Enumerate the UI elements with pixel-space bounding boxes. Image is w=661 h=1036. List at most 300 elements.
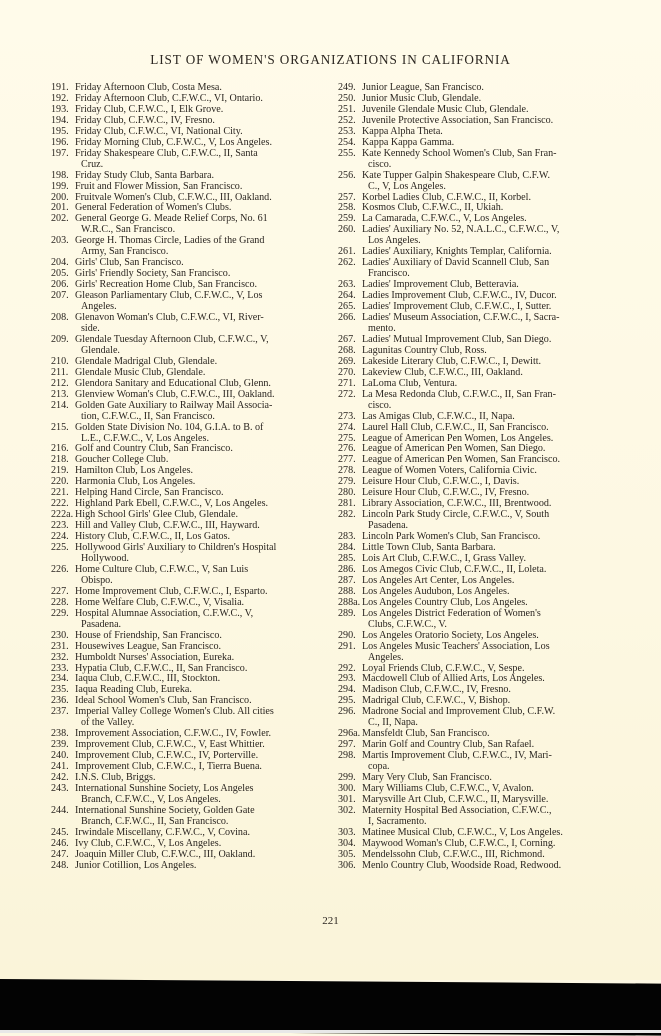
entry-name: Glendale Madrigal Club, Glendale. bbox=[75, 355, 218, 367]
entry-text bbox=[75, 182, 327, 193]
entry-name: Gleason Parliamentary Club, C.F.W.C., V, Los bbox=[75, 290, 263, 302]
entry-number: 291. bbox=[338, 640, 356, 652]
entry-name: General Federation of Women's Clubs. bbox=[75, 202, 232, 214]
list-entry bbox=[51, 861, 327, 872]
entry-number: 264. bbox=[338, 290, 356, 302]
entry-name: Madrigal Club, C.F.W.C., V, Bishop. bbox=[362, 695, 511, 707]
entry-name: Friday Club, C.F.W.C., I, Elk Grove. bbox=[75, 103, 224, 115]
entry-number: 206. bbox=[51, 279, 69, 291]
entry-name: Lakeside Literary Club, C.F.W.C., I, Dewitt. bbox=[362, 355, 542, 367]
entry-number: 226. bbox=[51, 563, 69, 575]
entry-number: 221. bbox=[51, 487, 69, 499]
entry-number: 202. bbox=[51, 213, 69, 225]
entry-number: 270. bbox=[338, 366, 356, 378]
entry-number: 259. bbox=[338, 213, 356, 225]
entry-number: 240. bbox=[51, 750, 69, 762]
entry-number: 234. bbox=[51, 673, 69, 685]
entry-number: 279. bbox=[338, 476, 356, 488]
entry-number: 305. bbox=[338, 848, 356, 860]
entry-name: Friday Study Club, Santa Barbara. bbox=[75, 169, 215, 181]
entry-name: Home Improvement Club, C.F.W.C., I, Esparto. bbox=[75, 585, 268, 597]
entry-name: Home Welfare Club, C.F.W.C., V, Visalia. bbox=[75, 596, 245, 608]
entry-name: LaLoma Club, Ventura. bbox=[362, 377, 458, 389]
entry-name: Mansfeldt Club, San Francisco. bbox=[362, 728, 490, 740]
entry-number: 205. bbox=[51, 268, 69, 280]
entry-name: League of Women Voters, California Civic. bbox=[362, 465, 537, 477]
entry-continuation: side. bbox=[81, 322, 100, 334]
entry-continuation: Glendale. bbox=[81, 344, 120, 356]
entry-number: 299. bbox=[338, 772, 356, 784]
entry-name: Ladies' Auxiliary No. 52, N.A.L.C., C.F.W.C., V, bbox=[362, 224, 560, 236]
entry-name: Ladies' Mutual Improvement Club, San Diego. bbox=[362, 333, 552, 345]
entry-text bbox=[75, 631, 327, 642]
entry-text bbox=[75, 653, 327, 664]
entry-name: Mary Williams Club, C.F.W.C., V, Avalon. bbox=[362, 783, 534, 794]
entry-text bbox=[75, 171, 327, 182]
entry-number: 250. bbox=[338, 92, 356, 104]
entry-text bbox=[362, 861, 614, 872]
entry-name: General George G. Meade Relief Corps, No. 61 bbox=[75, 213, 268, 225]
entry-continuation: Obispo. bbox=[81, 574, 113, 586]
entry-name: Lincoln Park Study Circle, C.F.W.C., V, South bbox=[362, 509, 550, 521]
entry-continuation: Los Angeles. bbox=[368, 235, 421, 247]
entry-name: Ladies' Improvement Club, Betteravia. bbox=[362, 279, 519, 291]
entry-number: 253. bbox=[338, 125, 356, 137]
entry-number: 198. bbox=[51, 169, 69, 181]
entry-number: 257. bbox=[338, 191, 356, 203]
entry-name: Friday Afternoon Club, C.F.W.C., VI, Ontario. bbox=[75, 92, 263, 104]
entry-number: 199. bbox=[51, 180, 69, 192]
entry-number: 214. bbox=[51, 399, 69, 411]
entry-continuation: tion, C.F.W.C., II, San Francisco. bbox=[81, 410, 215, 422]
entry-name: Ladies' Museum Association, C.F.W.C., I, Sacra- bbox=[362, 312, 560, 324]
entry-number: 247. bbox=[51, 848, 69, 860]
entry-name: International Sunshine Society, Golden Gate bbox=[75, 804, 255, 816]
list-entry bbox=[338, 642, 614, 653]
entry-name: Friday Shakespeare Club, C.F.W.C., II, Santa bbox=[75, 147, 258, 159]
entry-number: 237. bbox=[51, 706, 69, 718]
entry-name: Juvenile Protective Association, San Francisco. bbox=[362, 114, 554, 126]
entry-number: 252. bbox=[338, 114, 356, 126]
entry-number: 196. bbox=[51, 136, 69, 148]
entry-number: 296a. bbox=[338, 728, 361, 740]
entry-number: 193. bbox=[51, 103, 69, 115]
entry-name: Kate Kennedy School Women's Club, San Fran- bbox=[362, 147, 557, 159]
entry-name: Menlo Country Club, Woodside Road, Redwood. bbox=[362, 859, 562, 871]
entry-number: 200. bbox=[51, 191, 69, 203]
left-column bbox=[51, 83, 327, 872]
entry-name: Girls' Recreation Home Club, San Francisco. bbox=[75, 279, 258, 291]
entry-name: Los Angeles Oratorio Society, Los Angeles. bbox=[362, 629, 539, 641]
entry-text bbox=[362, 412, 614, 423]
entry-name: League of American Pen Women, Los Angeles. bbox=[362, 432, 554, 444]
entry-number: 233. bbox=[51, 662, 69, 674]
list-entry bbox=[338, 390, 614, 401]
list-entry bbox=[338, 631, 614, 642]
entry-text bbox=[75, 401, 327, 412]
entry-name: Ladies' Improvement Club, C.F.W.C., I, Sutter. bbox=[362, 301, 552, 313]
entry-number: 197. bbox=[51, 147, 69, 159]
entry-number: 229. bbox=[51, 607, 69, 619]
list-entry bbox=[51, 653, 327, 664]
list-entry bbox=[51, 182, 327, 193]
entry-continuation: Branch, C.F.W.C., II, San Francisco. bbox=[81, 815, 229, 827]
entry-number: 213. bbox=[51, 388, 69, 400]
entry-number: 293. bbox=[338, 673, 356, 685]
entry-name: I.N.S. Club, Briggs. bbox=[75, 772, 156, 784]
entry-number: 210. bbox=[51, 355, 69, 367]
entry-number: 276. bbox=[338, 443, 356, 455]
entry-number: 306. bbox=[338, 859, 356, 871]
entry-number: 280. bbox=[338, 487, 356, 499]
list-entry bbox=[51, 401, 327, 412]
entry-name: Los Angeles District Federation of Women's bbox=[362, 607, 541, 619]
entry-number: 258. bbox=[338, 202, 356, 214]
entry-name: Los Angeles Art Center, Los Angeles. bbox=[362, 574, 515, 586]
entry-name: Harmonia Club, Los Angeles. bbox=[75, 476, 196, 488]
entry-name: Mary Very Club, San Francisco. bbox=[362, 772, 492, 784]
page-title: LIST OF WOMEN'S ORGANIZATIONS IN CALIFORNIA bbox=[150, 52, 511, 67]
entry-name: Loyal Friends Club, C.F.W.C., V, Sespe. bbox=[362, 662, 525, 674]
entry-number: 303. bbox=[338, 826, 356, 838]
entry-number: 235. bbox=[51, 684, 69, 696]
entry-name: League of American Pen Women, San Diego. bbox=[362, 443, 546, 455]
entry-continuation: Angeles. bbox=[368, 651, 404, 663]
entry-text bbox=[362, 171, 614, 182]
entry-continuation: Pasadena. bbox=[81, 618, 122, 630]
entry-name: Los Amegos Civic Club, C.F.W.C., II, Loleta. bbox=[362, 563, 547, 575]
entry-number: 224. bbox=[51, 531, 69, 543]
entry-continuation: Cruz. bbox=[81, 158, 104, 170]
entry-name: Hamilton Club, Los Angeles. bbox=[75, 465, 194, 477]
entry-number: 304. bbox=[338, 837, 356, 849]
list-entry bbox=[51, 642, 327, 653]
entry-name: House of Friendship, San Francisco. bbox=[75, 629, 222, 641]
entry-number: 288a. bbox=[338, 596, 361, 608]
entry-name: Leisure Hour Club, C.F.W.C., I, Davis. bbox=[362, 476, 520, 488]
entry-text bbox=[362, 631, 614, 642]
entry-number: 283. bbox=[338, 531, 356, 543]
entry-number: 275. bbox=[338, 432, 356, 444]
list-entry bbox=[338, 171, 614, 182]
entry-number: 290. bbox=[338, 629, 356, 641]
entry-continuation: copa. bbox=[368, 761, 390, 773]
entry-number: 288. bbox=[338, 585, 356, 597]
entry-name: Lois Art Club, C.F.W.C., I, Grass Valley. bbox=[362, 552, 526, 564]
entry-number: 263. bbox=[338, 279, 356, 291]
entry-name: Library Association, C.F.W.C., III, Brentwood. bbox=[362, 498, 552, 510]
entry-name: Hill and Valley Club, C.F.W.C., III, Hayward. bbox=[75, 520, 260, 532]
entry-number: 204. bbox=[51, 257, 69, 269]
entry-name: Los Angeles Audubon, Los Angeles. bbox=[362, 585, 510, 597]
entry-name: Iaqua Reading Club, Eureka. bbox=[75, 684, 192, 696]
entry-name: Laurel Hall Club, C.F.W.C., II, San Francisco. bbox=[362, 421, 549, 433]
entry-number: 203. bbox=[51, 235, 69, 247]
entry-text bbox=[362, 390, 614, 401]
entry-text bbox=[75, 423, 327, 434]
entry-number: 245. bbox=[51, 826, 69, 838]
entry-text bbox=[75, 565, 327, 576]
entry-continuation: Angeles. bbox=[81, 301, 117, 313]
entry-number: 195. bbox=[51, 125, 69, 137]
entry-number: 271. bbox=[338, 377, 356, 389]
entry-number: 220. bbox=[51, 476, 69, 488]
entry-number: 262. bbox=[338, 257, 356, 269]
entry-name: Madison Club, C.F.W.C., IV, Fresno. bbox=[362, 684, 511, 696]
entry-name: Housewives League, San Francisco. bbox=[75, 640, 222, 652]
entry-number: 298. bbox=[338, 750, 356, 762]
entry-number: 241. bbox=[51, 761, 69, 773]
entry-number: 228. bbox=[51, 596, 69, 608]
entry-name: Golden Gate Auxiliary to Railway Mail Associa- bbox=[75, 399, 273, 411]
entry-number: 231. bbox=[51, 640, 69, 652]
entry-number: 211. bbox=[51, 366, 69, 378]
entry-number: 208. bbox=[51, 312, 69, 324]
entry-continuation: Clubs, C.F.W.C., V. bbox=[368, 618, 447, 630]
entry-number: 218. bbox=[51, 454, 69, 466]
entry-name: La Camarada, C.F.W.C., V, Los Angeles. bbox=[362, 213, 527, 225]
entry-name: Glenview Woman's Club, C.F.W.C., III, Oakland. bbox=[75, 388, 275, 400]
entry-number: 255. bbox=[338, 147, 356, 159]
entry-name: Ladies' Auxiliary, Knights Templar, California. bbox=[362, 246, 552, 258]
entry-continuation: cisco. bbox=[368, 399, 392, 411]
entry-name: Golf and Country Club, San Francisco. bbox=[75, 443, 233, 455]
entry-name: Fruitvale Women's Club, C.F.W.C., III, Oakland. bbox=[75, 191, 272, 203]
entry-number: 256. bbox=[338, 169, 356, 181]
entry-number: 230. bbox=[51, 629, 69, 641]
entry-name: Irwindale Miscellany, C.F.W.C., V, Covina. bbox=[75, 826, 250, 838]
entry-name: Korbel Ladies Club, C.F.W.C., II, Korbel. bbox=[362, 191, 531, 203]
entry-number: 268. bbox=[338, 344, 356, 356]
entry-number: 223. bbox=[51, 520, 69, 532]
entry-name: Matinee Musical Club, C.F.W.C., V, Los Angeles. bbox=[362, 826, 563, 838]
list-entry bbox=[338, 423, 614, 434]
entry-number: 296. bbox=[338, 706, 356, 718]
entry-number: 266. bbox=[338, 312, 356, 324]
entry-name: Ideal School Women's Club, San Francisco. bbox=[75, 695, 252, 707]
entry-number: 286. bbox=[338, 563, 356, 575]
entry-name: History Club, C.F.W.C., II, Los Gatos. bbox=[75, 531, 230, 543]
entry-name: Macdowell Club of Allied Arts, Los Angeles. bbox=[362, 673, 545, 685]
right-column bbox=[338, 83, 614, 872]
entry-name: Ladies Improvement Club, C.F.W.C., IV, Ducor. bbox=[362, 290, 557, 302]
entry-name: Juvenile Glendale Music Club, Glendale. bbox=[362, 103, 529, 115]
entry-number: 294. bbox=[338, 684, 356, 696]
entry-number: 225. bbox=[51, 542, 69, 554]
entry-number: 295. bbox=[338, 695, 356, 707]
entry-text bbox=[362, 751, 614, 762]
list-entry bbox=[338, 861, 614, 872]
entry-continuation: cisco. bbox=[368, 158, 392, 170]
entry-number: 274. bbox=[338, 421, 356, 433]
entry-text bbox=[75, 390, 327, 401]
page-number: 221 bbox=[322, 915, 339, 927]
entry-continuation: Hollywood. bbox=[81, 552, 129, 564]
entry-number: 236. bbox=[51, 695, 69, 707]
entry-name: League of American Pen Women, San Francisco. bbox=[362, 454, 561, 466]
entry-name: Golden State Division No. 104, G.I.A. to B. of bbox=[75, 421, 264, 433]
entry-number: 215. bbox=[51, 421, 69, 433]
entry-number: 248. bbox=[51, 859, 69, 871]
entry-continuation: mento. bbox=[368, 322, 396, 334]
entry-number: 207. bbox=[51, 290, 69, 302]
entry-name: Ivy Club, C.F.W.C., V, Los Angeles. bbox=[75, 837, 222, 849]
entry-number: 267. bbox=[338, 333, 356, 345]
entry-text bbox=[75, 642, 327, 653]
entry-name: Marin Golf and Country Club, San Rafael. bbox=[362, 739, 535, 751]
entry-name: Marysville Art Club, C.F.W.C., II, Marysville. bbox=[362, 793, 549, 805]
entry-number: 287. bbox=[338, 574, 356, 586]
entry-name: Lincoln Park Women's Club, San Francisco. bbox=[362, 531, 541, 543]
entry-number: 194. bbox=[51, 114, 69, 126]
entry-number: 192. bbox=[51, 92, 69, 104]
entry-name: International Sunshine Society, Los Angeles bbox=[75, 783, 254, 794]
entry-number: 272. bbox=[338, 388, 356, 400]
list-entry bbox=[51, 390, 327, 401]
entry-name: Goucher College Club. bbox=[75, 454, 169, 466]
entry-number: 302. bbox=[338, 804, 356, 816]
entry-number: 300. bbox=[338, 783, 356, 794]
entry-name: Madrone Social and Improvement Club, C.F.W. bbox=[362, 706, 556, 718]
entry-name: Maternity Hospital Bed Association, C.F.W.C., bbox=[362, 804, 552, 816]
entry-text bbox=[362, 642, 614, 653]
entry-name: High School Girls' Glee Club, Glendale. bbox=[75, 509, 239, 521]
entry-name: Improvement Club, C.F.W.C., I, Tierra Buena. bbox=[75, 761, 262, 773]
entry-number: 227. bbox=[51, 585, 69, 597]
entry-number: 222. bbox=[51, 498, 69, 510]
entry-text bbox=[362, 149, 614, 160]
entry-continuation: Pasadena. bbox=[368, 520, 409, 532]
entry-number: 212. bbox=[51, 377, 69, 389]
entry-name: Improvement Association, C.F.W.C., IV, Fowler. bbox=[75, 728, 272, 740]
entry-name: Leisure Hour Club, C.F.W.C., IV, Fresno. bbox=[362, 487, 530, 499]
entry-name: Junior League, San Francisco. bbox=[362, 82, 484, 93]
entry-number: 239. bbox=[51, 739, 69, 751]
entry-text bbox=[75, 861, 327, 872]
entry-name: Friday Morning Club, C.F.W.C., V, Los Angeles. bbox=[75, 136, 272, 148]
entry-name: Junior Cotillion, Los Angeles. bbox=[75, 859, 197, 871]
entry-number: 269. bbox=[338, 355, 356, 367]
entry-continuation: L.E., C.F.W.C., V, Los Angeles. bbox=[81, 432, 209, 444]
entry-name: Imperial Valley College Women's Club. All cities bbox=[75, 706, 274, 718]
entry-name: Kosmos Club, C.F.W.C., II, Ukiah. bbox=[362, 202, 504, 214]
list-entry bbox=[51, 423, 327, 434]
entry-name: Kate Tupper Galpin Shakespeare Club, C.F.W. bbox=[362, 169, 551, 181]
entry-name: Home Culture Club, C.F.W.C., V, San Luis bbox=[75, 563, 249, 575]
entry-continuation: Francisco. bbox=[368, 268, 410, 280]
entry-number: 292. bbox=[338, 662, 356, 674]
entry-text bbox=[362, 423, 614, 434]
entry-name: Las Amigas Club, C.F.W.C., II, Napa. bbox=[362, 410, 515, 422]
entry-number: 301. bbox=[338, 793, 356, 805]
entry-continuation: Army, San Francisco. bbox=[81, 246, 169, 258]
entry-number: 278. bbox=[338, 465, 356, 477]
entry-name: Hypatia Club, C.F.W.C., II, San Francisco. bbox=[75, 662, 248, 674]
entry-name: Lagunitas Country Club, Ross. bbox=[362, 344, 487, 356]
entry-name: Glendale Music Club, Glendale. bbox=[75, 366, 206, 378]
entry-name: Los Angeles Music Teachers' Association, Los bbox=[362, 640, 550, 652]
entry-name: Highland Park Ebell, C.F.W.C., V, Los Angeles. bbox=[75, 498, 269, 510]
entry-name: Helping Hand Circle, San Francisco. bbox=[75, 487, 224, 499]
entry-continuation: W.R.C., San Francisco. bbox=[81, 224, 176, 236]
entry-number: 260. bbox=[338, 224, 356, 236]
entry-name: Friday Club, C.F.W.C., IV, Fresno. bbox=[75, 114, 215, 126]
entry-number: 216. bbox=[51, 443, 69, 455]
entry-name: Girls' Club, San Francisco. bbox=[75, 257, 184, 269]
list-entry bbox=[51, 631, 327, 642]
entry-continuation: I, Sacramento. bbox=[368, 815, 427, 827]
entry-text bbox=[75, 149, 327, 160]
entry-name: Martis Improvement Club, C.F.W.C., IV, Mari- bbox=[362, 750, 552, 762]
entry-number: 285. bbox=[338, 552, 356, 564]
entry-name: Glendora Sanitary and Educational Club, Glenn. bbox=[75, 377, 271, 389]
entry-name: La Mesa Redonda Club, C.F.W.C., II, San Fran- bbox=[362, 388, 556, 400]
entry-number: 232. bbox=[51, 651, 69, 663]
entry-number: 242. bbox=[51, 772, 69, 784]
entry-number: 284. bbox=[338, 542, 356, 554]
entry-number: 249. bbox=[338, 82, 356, 93]
entry-number: 244. bbox=[51, 804, 69, 816]
entry-number: 282. bbox=[338, 509, 356, 521]
entry-text bbox=[362, 313, 614, 324]
entry-number: 281. bbox=[338, 498, 356, 510]
list-entry bbox=[51, 171, 327, 182]
entry-name: Girls' Friendly Society, San Francisco. bbox=[75, 268, 231, 280]
entry-name: Humboldt Nurses' Association, Eureka. bbox=[75, 651, 235, 663]
entry-name: Mendelssohn Club, C.F.W.C., III, Richmond. bbox=[362, 848, 545, 860]
entry-number: 219. bbox=[51, 465, 69, 477]
entry-number: 201. bbox=[51, 202, 69, 214]
entry-continuation: of the Valley. bbox=[81, 717, 135, 729]
entry-number: 277. bbox=[338, 454, 356, 466]
entry-number: 238. bbox=[51, 728, 69, 740]
entry-continuation: C., II, Napa. bbox=[368, 717, 418, 729]
entry-name: Fruit and Flower Mission, San Francisco. bbox=[75, 180, 243, 192]
entry-number: 222a. bbox=[51, 509, 74, 521]
entry-number: 265. bbox=[338, 301, 356, 313]
entry-name: George H. Thomas Circle, Ladies of the Grand bbox=[75, 235, 265, 247]
entry-number: 251. bbox=[338, 103, 356, 115]
entry-name: Iaqua Club, C.F.W.C., III, Stockton. bbox=[75, 673, 221, 685]
entry-continuation: C., V, Los Angeles. bbox=[368, 180, 446, 192]
entry-number: 289. bbox=[338, 607, 356, 619]
entry-name: Improvement Club, C.F.W.C., IV, Porterville. bbox=[75, 750, 259, 762]
entry-text bbox=[75, 313, 327, 324]
scan-edge-bar bbox=[0, 979, 661, 1036]
entry-name: Friday Club, C.F.W.C., VI, National City. bbox=[75, 125, 243, 137]
entry-name: Maywood Woman's Club, C.F.W.C., I, Corning. bbox=[362, 837, 556, 849]
entry-name: Glendale Tuesday Afternoon Club, C.F.W.C., V, bbox=[75, 333, 269, 345]
entry-name: Hospital Alumnae Association, C.F.W.C., V, bbox=[75, 607, 254, 619]
entry-number: 273. bbox=[338, 410, 356, 422]
entry-number: 191. bbox=[51, 82, 69, 93]
entry-number: 246. bbox=[51, 837, 69, 849]
entry-name: Hollywood Girls' Auxiliary to Children's Hospital bbox=[75, 542, 277, 554]
entry-number: 209. bbox=[51, 333, 69, 345]
entry-name: Little Town Club, Santa Barbara. bbox=[362, 542, 496, 554]
entry-name: Joaquin Miller Club, C.F.W.C., III, Oakland. bbox=[75, 848, 256, 860]
entry-name: Lakeview Club, C.F.W.C., III, Oakland. bbox=[362, 366, 523, 378]
entry-number: 261. bbox=[338, 246, 356, 258]
list-entry bbox=[338, 412, 614, 423]
entry-number: 243. bbox=[51, 783, 69, 794]
entry-continuation: Branch, C.F.W.C., V, Los Angeles. bbox=[81, 793, 221, 805]
entry-name: Los Angeles Country Club, Los Angeles. bbox=[362, 596, 528, 608]
entry-name: Improvement Club, C.F.W.C., V, East Whittier. bbox=[75, 739, 265, 751]
entry-name: Junior Music Club, Glendale. bbox=[362, 92, 482, 104]
entry-name: Kappa Kappa Gamma. bbox=[362, 136, 455, 148]
entry-name: Friday Afternoon Club, Costa Mesa. bbox=[75, 82, 222, 93]
